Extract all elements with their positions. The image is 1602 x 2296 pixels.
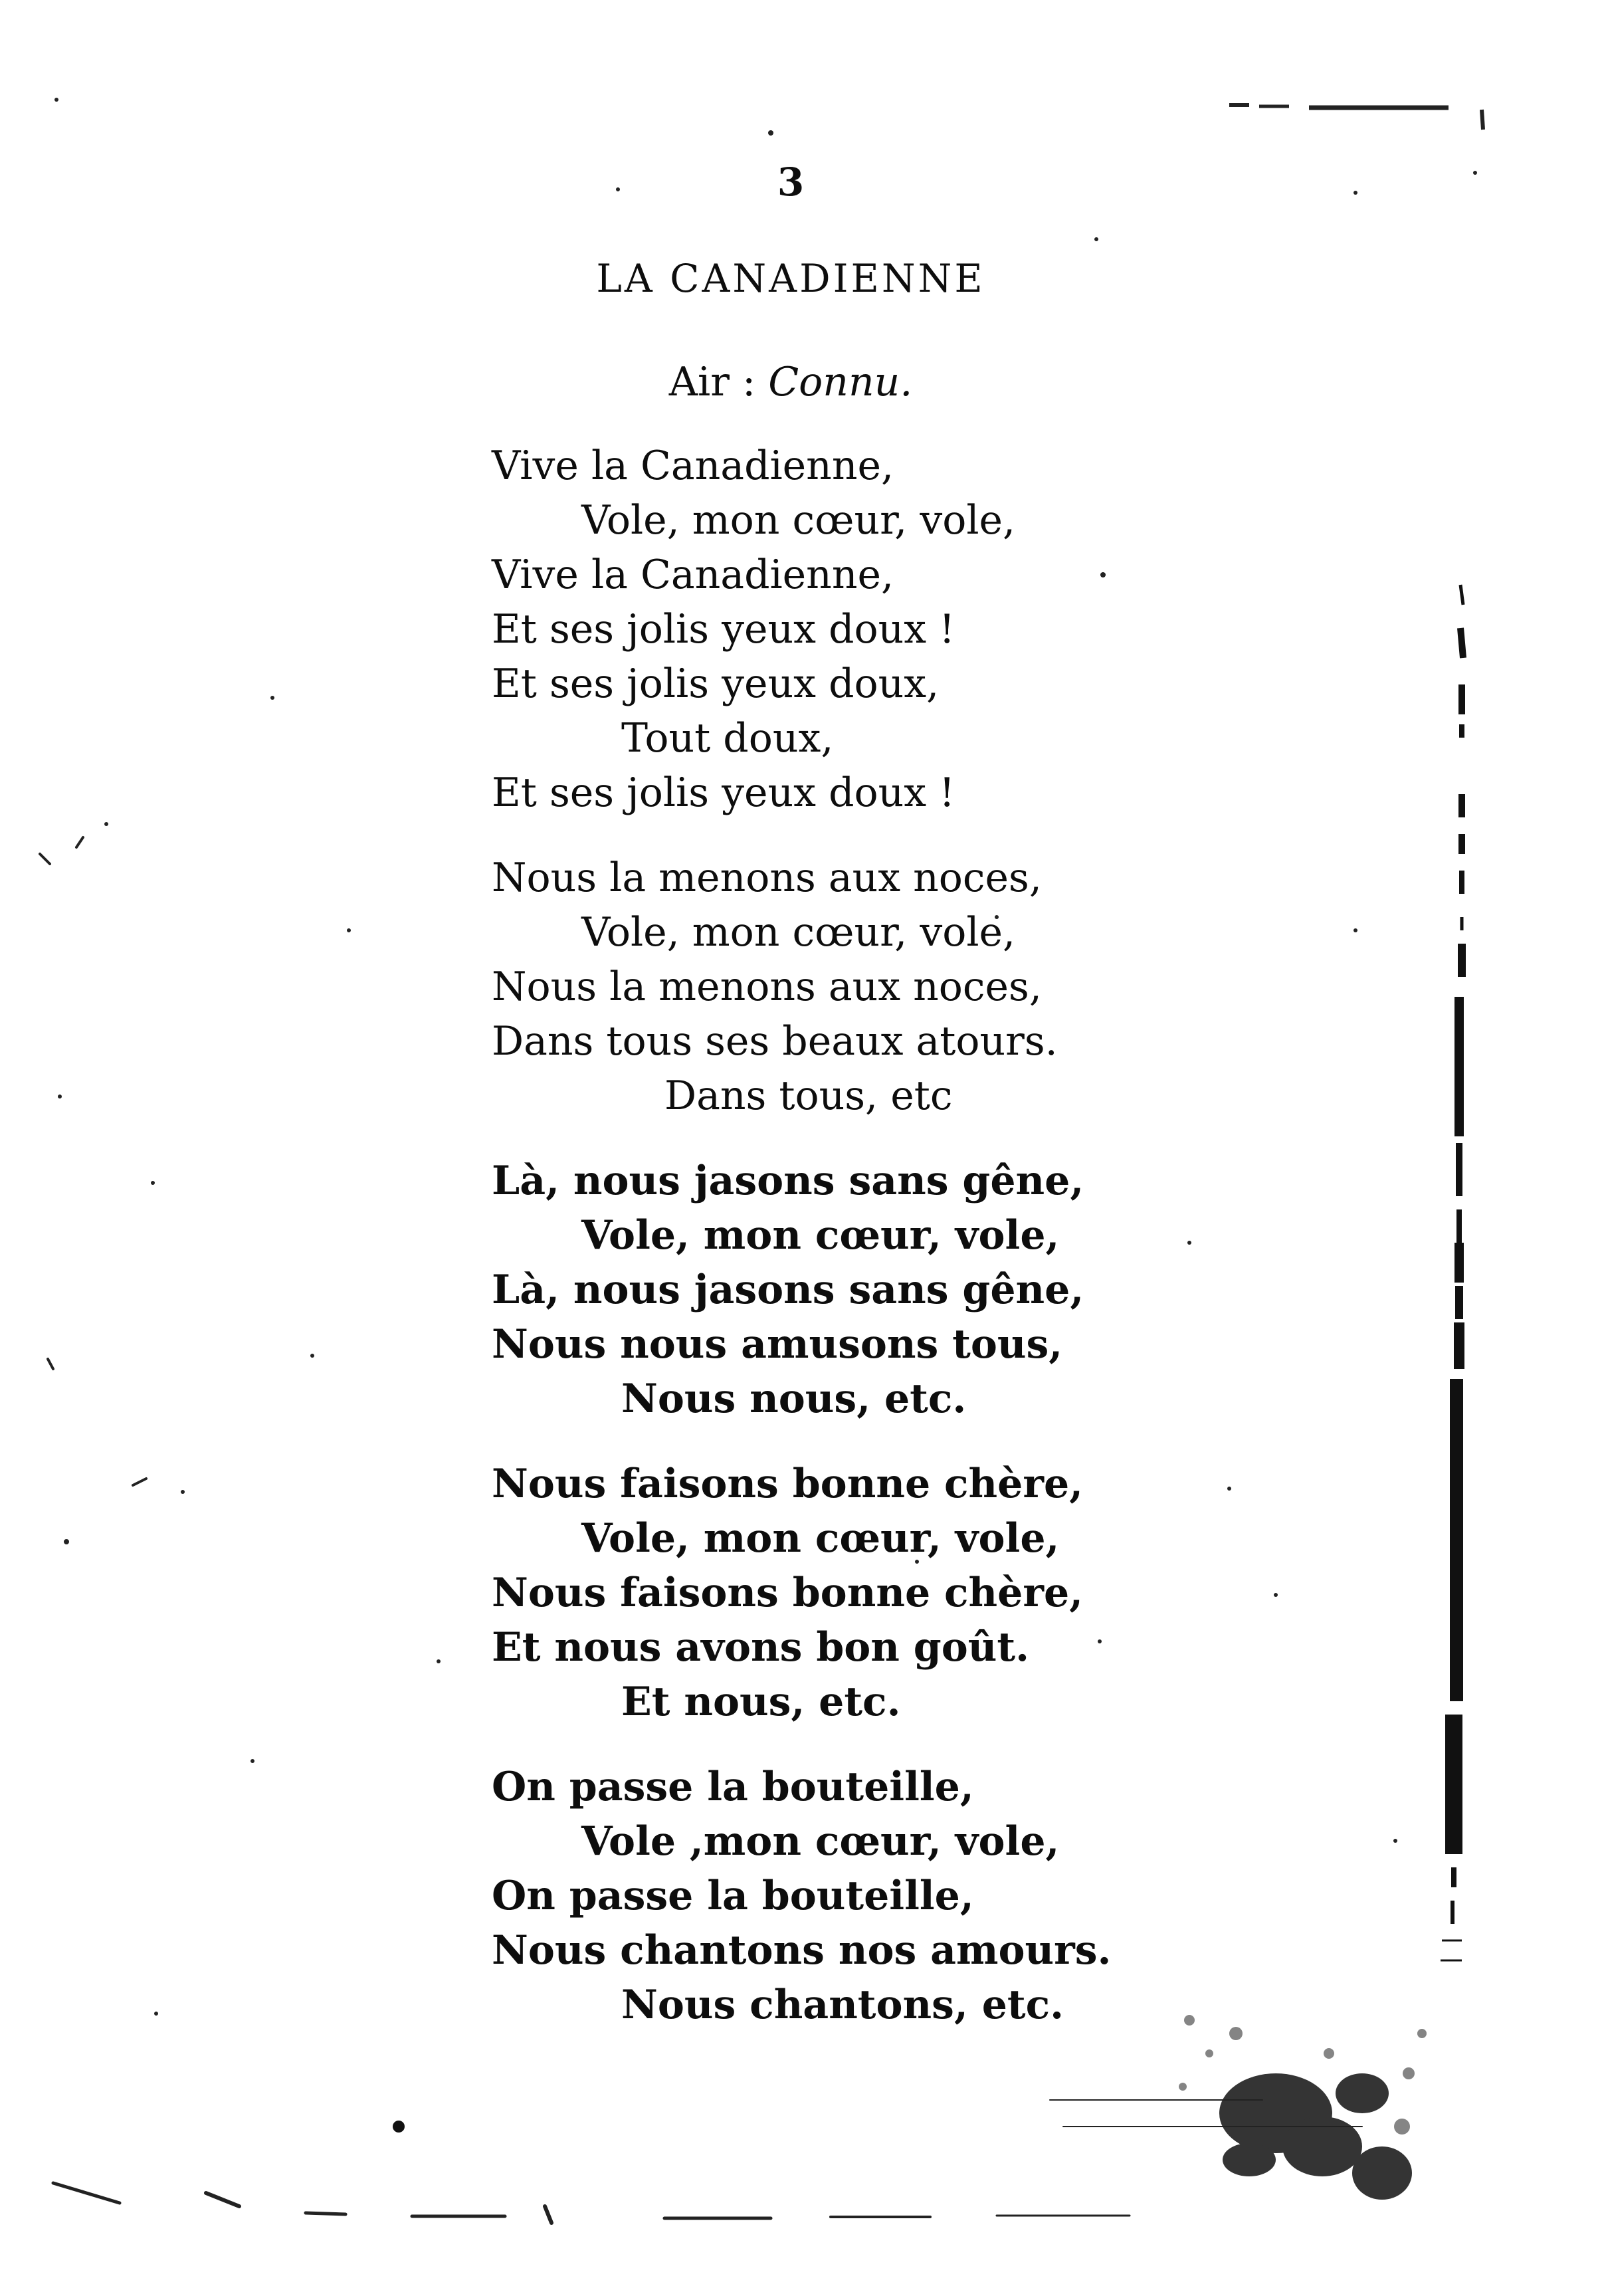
lyric-line-refrain: Vole, mon cœur, vole, (581, 497, 1016, 544)
air-name: Connu. (768, 359, 913, 405)
lyric-line-repeat: Dans tous, etc (664, 1073, 953, 1119)
lyric-line-refrain: Vole, mon cœur, vole, (581, 1515, 1060, 1562)
lyric-line: Nous la menons aux noces, (492, 855, 1042, 901)
song-title: LA CANADIENNE (596, 256, 985, 301)
lyric-line: Nous nous amusons tous, (492, 1321, 1063, 1368)
lyric-line: Nous faisons bonne chère, (492, 1570, 1084, 1616)
air-label: Air : (668, 359, 769, 405)
lyric-line: Nous la menons aux noces, (492, 964, 1042, 1010)
lyric-line: Là, nous jasons sans gêne, (492, 1158, 1084, 1204)
lyric-line: Et ses jolis yeux doux ! (492, 606, 955, 653)
lyric-line: Tout doux, (621, 715, 834, 762)
lyric-line: Nous faisons bonne chère, (492, 1461, 1084, 1507)
lyric-line: Là, nous jasons sans gêne, (492, 1267, 1084, 1313)
stanza-5 (492, 1760, 1156, 2032)
lyric-line-refrain: Vole, mon cœur, vole, (581, 1212, 1060, 1259)
lyric-line: Vive la Canadienne, (492, 552, 894, 598)
lyric-line: On passe la bouteille, (492, 1764, 974, 1810)
lyric-line-repeat: Nous chantons, etc. (621, 1982, 1064, 2028)
stanza-3 (492, 1154, 1156, 1426)
lyric-line-refrain: Vole, mon cœur, vole, (581, 909, 1016, 956)
lyric-line-repeat: Et nous, etc. (621, 1679, 901, 1725)
page-number: 3 (777, 159, 805, 205)
stanza-1 (492, 439, 1156, 820)
lyric-line: Et ses jolis yeux doux ! (492, 770, 955, 816)
stanza-2 (492, 851, 1156, 1123)
lyrics (492, 439, 1156, 2063)
lyric-line: Et ses jolis yeux doux, (492, 661, 940, 707)
lyric-line: Dans tous ses beaux atours. (492, 1018, 1058, 1065)
lyric-line: Et nous avons bon goût. (492, 1624, 1030, 1671)
lyric-line: Vive la Canadienne, (492, 443, 894, 489)
lyric-line: On passe la bouteille, (492, 1873, 974, 1919)
air-line (518, 359, 1063, 405)
stanza-4 (492, 1457, 1156, 1729)
lyric-line-refrain: Vole ,mon cœur, vole, (581, 1818, 1060, 1865)
lyric-line-repeat: Nous nous, etc. (621, 1376, 967, 1422)
lyric-line: Nous chantons nos amours. (492, 1927, 1112, 1974)
